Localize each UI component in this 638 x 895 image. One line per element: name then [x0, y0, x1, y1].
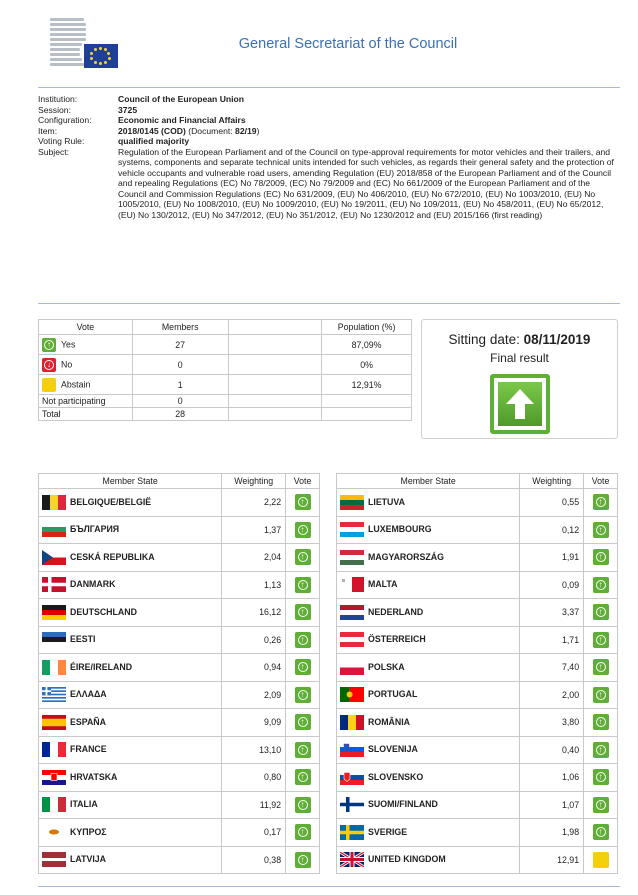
- member-state-weighting: 1,07: [520, 791, 584, 819]
- member-state-cell: [337, 544, 520, 572]
- member-state-vote: [286, 516, 320, 544]
- member-state-row: [337, 846, 618, 874]
- member-state-row: [337, 626, 618, 654]
- member-state-vote: [286, 654, 320, 682]
- flag-cy-icon: [42, 825, 66, 840]
- member-state-name: ΕΛΛΑΔΑ: [70, 689, 107, 700]
- summary-population: [322, 408, 412, 421]
- member-state-vote: [584, 846, 618, 874]
- member-state-row: [39, 654, 320, 682]
- summary-header-population: Population (%): [322, 320, 412, 335]
- member-state-name: БЪЛГАРИЯ: [70, 524, 120, 535]
- footer-divider: [38, 886, 620, 887]
- detail-value: [118, 94, 244, 105]
- vote-yes-icon: ↑: [295, 769, 311, 785]
- summary-vote-label: Abstain: [61, 378, 91, 389]
- document-prefix: (Document:: [185, 125, 236, 136]
- summary-vote-cell: [39, 395, 133, 408]
- member-state-row: [337, 681, 618, 709]
- member-state-row: [337, 791, 618, 819]
- member-state-weighting: 2,04: [222, 544, 286, 572]
- member-state-cell: [39, 681, 222, 709]
- member-state-vote: [286, 489, 320, 517]
- flag-be-icon: [42, 495, 66, 510]
- member-state-cell: [337, 654, 520, 682]
- detail-value: [118, 147, 618, 221]
- member-state-name: FRANCE: [70, 744, 107, 755]
- member-state-cell: [39, 599, 222, 627]
- vote-yes-icon: ↑: [593, 742, 609, 758]
- eu-flag-icon: [84, 44, 118, 68]
- member-state-vote: [286, 571, 320, 599]
- member-state-vote: [286, 764, 320, 792]
- summary-members: 0: [132, 395, 228, 408]
- member-state-vote: [286, 681, 320, 709]
- member-state-name: BELGIQUE/BELGIË: [70, 496, 152, 507]
- detail-value-text: Regulation of the European Parliament and of the Council on type-approval requirements for motor vehicles and their trailers, and systems, components and separate technical units intended for such vehicles, as regards their general safety and the protection of vehicle occupants and vulnerable road users, amending Regulation (EU) 2018/858 of the European Parliament and of the Council and repealing Regulations (EC) No 78/2009, (EC) No 79/2009 and (EC) No 661/2009 of the European Parliament and of the Council and Commission Regulations (EC) No 631/2009, (EU) No 406/2010, (EU) No 672/2010, (EU) No 1003/2010, (EU) No 1005/2010, (EU) No 1008/2010, (EU) No 1009/2010, (EU) No 19/2011, (EU) No 109/2011, (EU) No 458/2011, (EU) No 65/2012, (EU) No 130/2012, (EU) No 347/2012, (EU) No 351/2012, (EU) No 1230/2012 and (EU) 2015/166 (first reading): [118, 146, 614, 220]
- vote-yes-icon: ↑: [295, 797, 311, 813]
- summary-members: 0: [132, 355, 228, 375]
- final-result-box: [421, 319, 618, 439]
- member-state-row: [337, 489, 618, 517]
- vote-yes-icon: ↑: [593, 549, 609, 565]
- detail-row: [38, 94, 618, 105]
- member-state-name: PORTUGAL: [368, 689, 418, 700]
- member-state-row: [337, 654, 618, 682]
- summary-population: 12,91%: [322, 375, 412, 395]
- council-logo-icon: [46, 16, 118, 68]
- member-state-weighting: 13,10: [222, 736, 286, 764]
- member-state-weighting: 2,22: [222, 489, 286, 517]
- summary-row: [39, 335, 412, 355]
- vote-yes-icon: ↑: [295, 742, 311, 758]
- member-state-row: [337, 819, 618, 847]
- member-state-cell: [39, 709, 222, 737]
- vote-yes-icon: ↑: [42, 338, 56, 352]
- member-state-vote: [584, 709, 618, 737]
- member-state-vote: [584, 819, 618, 847]
- member-state-name: ITALIA: [70, 799, 98, 810]
- member-state-weighting: 12,91: [520, 846, 584, 874]
- member-state-vote: [286, 819, 320, 847]
- member-state-name: NEDERLAND: [368, 606, 424, 617]
- summary-population: 0%: [322, 355, 412, 375]
- detail-value: [118, 136, 189, 147]
- detail-value-text: qualified majority: [118, 136, 190, 146]
- flag-hu-icon: [340, 550, 364, 565]
- vote-yes-icon: ↑: [593, 824, 609, 840]
- member-state-weighting: 0,40: [520, 736, 584, 764]
- flag-se-icon: [340, 825, 364, 840]
- sitting-date-label: Sitting date:: [448, 332, 524, 347]
- flag-lt-icon: [340, 495, 364, 510]
- member-state-row: [337, 516, 618, 544]
- member-state-name: LATVIJA: [70, 854, 107, 865]
- member-state-vote: [286, 626, 320, 654]
- member-state-row: [39, 489, 320, 517]
- member-state-weighting: 2,00: [520, 681, 584, 709]
- member-state-name: ÉIRE/IRELAND: [70, 661, 133, 672]
- member-state-cell: [337, 571, 520, 599]
- member-state-name: ESPAÑA: [70, 716, 107, 727]
- vote-yes-icon: ↑: [295, 549, 311, 565]
- detail-label: Configuration:: [38, 115, 92, 125]
- member-state-row: [337, 544, 618, 572]
- flag-lu-icon: [340, 522, 364, 537]
- detail-row: [38, 126, 618, 137]
- vote-yes-icon: ↑: [295, 632, 311, 648]
- member-state-row: [39, 571, 320, 599]
- member-state-cell: [337, 846, 520, 874]
- member-state-row: [337, 736, 618, 764]
- member-state-weighting: 2,09: [222, 681, 286, 709]
- member-state-cell: [39, 736, 222, 764]
- vote-yes-icon: ↑: [593, 577, 609, 593]
- detail-label: Voting Rule:: [38, 136, 85, 146]
- summary-vote-cell: [39, 408, 133, 421]
- vote-yes-icon: ↑: [295, 687, 311, 703]
- flag-dk-icon: [42, 577, 66, 592]
- summary-row: [39, 375, 412, 395]
- member-state-vote: [584, 626, 618, 654]
- summary-population: 87,09%: [322, 335, 412, 355]
- member-state-vote: [584, 489, 618, 517]
- states-header-state: Member State: [337, 474, 520, 489]
- flag-fi-icon: [340, 797, 364, 812]
- member-state-row: [337, 599, 618, 627]
- detail-row: [38, 105, 618, 116]
- member-state-weighting: 0,12: [520, 516, 584, 544]
- summary-header-vote: Vote: [39, 320, 133, 335]
- member-state-weighting: 1,91: [520, 544, 584, 572]
- member-state-name: ÖSTERREICH: [368, 634, 426, 645]
- member-state-row: [39, 819, 320, 847]
- detail-value: [118, 115, 246, 126]
- page-title: General Secretariat of the Council: [238, 36, 458, 52]
- member-state-cell: [337, 599, 520, 627]
- member-state-weighting: 0,09: [520, 571, 584, 599]
- member-state-cell: [337, 681, 520, 709]
- summary-members: 1: [132, 375, 228, 395]
- flag-gb-icon: [340, 852, 364, 867]
- summary-members: 27: [132, 335, 228, 355]
- member-state-cell: [39, 654, 222, 682]
- detail-value-text: 2018/0145 (COD): [118, 125, 186, 136]
- header-divider: [38, 87, 620, 88]
- vote-abstain-icon: [593, 852, 609, 868]
- member-state-cell: [39, 764, 222, 792]
- vote-yes-icon: ↑: [593, 769, 609, 785]
- vote-yes-icon: ↑: [593, 797, 609, 813]
- member-state-name: SUOMI/FINLAND: [368, 799, 438, 810]
- detail-label: Subject:: [38, 146, 70, 157]
- member-state-weighting: 1,13: [222, 571, 286, 599]
- member-state-name: EESTI: [70, 634, 96, 645]
- member-state-name: DEUTSCHLAND: [70, 606, 137, 617]
- member-state-cell: [39, 846, 222, 874]
- member-state-cell: [337, 626, 520, 654]
- member-state-row: [39, 846, 320, 874]
- detail-row: [38, 147, 618, 221]
- member-state-row: [39, 681, 320, 709]
- member-state-row: [39, 764, 320, 792]
- flag-es-icon: [42, 715, 66, 730]
- member-state-cell: [39, 516, 222, 544]
- vote-abstain-icon: [42, 378, 56, 392]
- member-state-vote: [584, 599, 618, 627]
- flag-at-icon: [340, 632, 364, 647]
- flag-sk-icon: [340, 770, 364, 785]
- vote-yes-icon: ↑: [593, 604, 609, 620]
- member-state-vote: [286, 544, 320, 572]
- member-state-vote: [584, 544, 618, 572]
- member-state-weighting: 1,98: [520, 819, 584, 847]
- vote-yes-icon: ↑: [295, 852, 311, 868]
- member-state-vote: [584, 736, 618, 764]
- details-divider: [38, 303, 620, 304]
- vote-no-icon: ↓: [42, 358, 56, 372]
- flag-ie-icon: [42, 660, 66, 675]
- vote-yes-icon: ↑: [295, 659, 311, 675]
- flag-lv-icon: [42, 852, 66, 867]
- vote-yes-icon: ↑: [593, 522, 609, 538]
- detail-value-text: 3725: [118, 104, 138, 115]
- flag-si-icon: [340, 742, 364, 757]
- member-state-weighting: 11,92: [222, 791, 286, 819]
- summary-members: 28: [132, 408, 228, 421]
- sitting-date: [422, 332, 617, 347]
- member-state-row: [39, 736, 320, 764]
- member-state-vote: [286, 599, 320, 627]
- flag-gr-icon: [42, 687, 66, 702]
- member-state-vote: [584, 764, 618, 792]
- member-state-cell: [337, 516, 520, 544]
- detail-row: [38, 136, 618, 147]
- member-state-cell: [39, 571, 222, 599]
- member-state-name: LUXEMBOURG: [368, 524, 432, 535]
- member-state-cell: [337, 736, 520, 764]
- vote-yes-icon: ↑: [295, 494, 311, 510]
- flag-de-icon: [42, 605, 66, 620]
- vote-yes-icon: ↑: [295, 604, 311, 620]
- flag-fr-icon: [42, 742, 66, 757]
- detail-value: [118, 105, 137, 116]
- summary-vote-cell: [39, 375, 133, 395]
- member-state-row: [39, 791, 320, 819]
- vote-yes-icon: ↑: [295, 522, 311, 538]
- summary-vote-cell: [39, 335, 133, 355]
- vote-yes-icon: ↑: [295, 577, 311, 593]
- vote-yes-icon: ↑: [593, 687, 609, 703]
- member-state-cell: [39, 544, 222, 572]
- member-state-name: MALTA: [368, 579, 398, 590]
- member-state-row: [39, 516, 320, 544]
- document-number: 82/19: [235, 125, 257, 136]
- member-state-weighting: 0,26: [222, 626, 286, 654]
- member-state-weighting: 1,71: [520, 626, 584, 654]
- flag-hr-icon: [42, 770, 66, 785]
- member-state-cell: [337, 791, 520, 819]
- vote-yes-icon: ↑: [593, 632, 609, 648]
- summary-vote-cell: [39, 355, 133, 375]
- detail-row: [38, 115, 618, 126]
- member-state-weighting: 0,55: [520, 489, 584, 517]
- flag-ee-icon: [42, 632, 66, 647]
- detail-value: [118, 126, 259, 137]
- flag-it-icon: [42, 797, 66, 812]
- summary-vote-label: Not participating: [42, 396, 106, 406]
- member-state-vote: [584, 791, 618, 819]
- flag-nl-icon: [340, 605, 364, 620]
- member-state-name: SLOVENIJA: [368, 744, 418, 755]
- member-state-vote: [286, 736, 320, 764]
- member-state-name: CESKÁ REPUBLIKA: [70, 551, 155, 562]
- flag-ro-icon: [340, 715, 364, 730]
- vote-yes-icon: ↑: [593, 714, 609, 730]
- member-state-name: HRVATSKA: [70, 771, 118, 782]
- summary-vote-label: Yes: [61, 338, 76, 349]
- member-state-cell: [337, 709, 520, 737]
- vote-yes-icon: ↑: [593, 494, 609, 510]
- member-state-row: [337, 764, 618, 792]
- member-state-vote: [286, 791, 320, 819]
- member-state-weighting: 0,17: [222, 819, 286, 847]
- flag-bg-icon: [42, 522, 66, 537]
- member-state-vote: [286, 709, 320, 737]
- member-state-row: [39, 626, 320, 654]
- member-state-vote: [584, 516, 618, 544]
- member-state-row: [337, 571, 618, 599]
- member-state-name: SLOVENSKO: [368, 771, 424, 782]
- green-up-arrow-icon: [490, 374, 550, 434]
- member-state-weighting: 0,38: [222, 846, 286, 874]
- member-state-cell: [39, 626, 222, 654]
- detail-label: Institution:: [38, 94, 78, 104]
- member-state-vote: [584, 681, 618, 709]
- states-header-weighting: Weighting: [222, 474, 286, 489]
- states-header-vote: Vote: [584, 474, 618, 489]
- member-state-name: MAGYARORSZÁG: [368, 551, 444, 562]
- states-header-state: Member State: [39, 474, 222, 489]
- vote-yes-icon: ↑: [295, 714, 311, 730]
- member-state-cell: [337, 764, 520, 792]
- summary-row: [39, 395, 412, 408]
- member-state-weighting: 0,94: [222, 654, 286, 682]
- sitting-date-value: 08/11/2019: [523, 332, 591, 347]
- member-state-weighting: 9,09: [222, 709, 286, 737]
- member-state-row: [337, 709, 618, 737]
- member-state-name: ROMÂNIA: [368, 716, 411, 727]
- member-states-table-right: [336, 473, 618, 874]
- member-state-name: LIETUVA: [368, 496, 405, 507]
- member-state-name: POLSKA: [368, 661, 405, 672]
- member-state-weighting: 16,12: [222, 599, 286, 627]
- detail-value-text: Economic and Financial Affairs: [118, 115, 246, 125]
- flag-pl-icon: [340, 660, 364, 675]
- member-state-cell: [39, 791, 222, 819]
- vote-details: [38, 94, 618, 220]
- member-state-vote: [584, 571, 618, 599]
- detail-value-text: Council of the European Union: [118, 94, 245, 104]
- summary-row: [39, 408, 412, 421]
- member-state-vote: [584, 654, 618, 682]
- member-state-name: DANMARK: [70, 579, 116, 590]
- member-state-cell: [337, 819, 520, 847]
- summary-row: [39, 355, 412, 375]
- member-state-weighting: 1,06: [520, 764, 584, 792]
- flag-pt-icon: [340, 687, 364, 702]
- document-suffix: ): [256, 125, 260, 136]
- member-state-name: SVERIGE: [368, 826, 408, 837]
- detail-label: Session:: [38, 104, 71, 115]
- detail-label: Item:: [38, 125, 58, 136]
- vote-yes-icon: ↑: [295, 824, 311, 840]
- member-state-weighting: 7,40: [520, 654, 584, 682]
- member-state-cell: [39, 489, 222, 517]
- vote-yes-icon: ↑: [593, 659, 609, 675]
- member-state-row: [39, 544, 320, 572]
- member-state-name: ΚΥΠΡΟΣ: [70, 826, 107, 837]
- member-state-weighting: 3,37: [520, 599, 584, 627]
- member-state-row: [39, 709, 320, 737]
- member-state-name: UNITED KINGDOM: [368, 854, 446, 865]
- member-state-weighting: 1,37: [222, 516, 286, 544]
- member-state-vote: [286, 846, 320, 874]
- flag-mt-icon: [340, 577, 364, 592]
- final-result-label: Final result: [490, 351, 549, 365]
- member-state-row: [39, 599, 320, 627]
- vote-summary-table: [38, 319, 412, 421]
- flag-cz-icon: [42, 550, 66, 565]
- member-state-weighting: 3,80: [520, 709, 584, 737]
- member-state-cell: [39, 819, 222, 847]
- member-states-table-left: [38, 473, 320, 874]
- summary-vote-label: No: [61, 358, 73, 369]
- states-header-vote: Vote: [286, 474, 320, 489]
- summary-vote-label: Total: [42, 409, 61, 419]
- summary-population: [322, 395, 412, 408]
- summary-header-members: Members: [132, 320, 228, 335]
- member-state-cell: [337, 489, 520, 517]
- member-state-weighting: 0,80: [222, 764, 286, 792]
- states-header-weighting: Weighting: [520, 474, 584, 489]
- page-header: [38, 14, 620, 86]
